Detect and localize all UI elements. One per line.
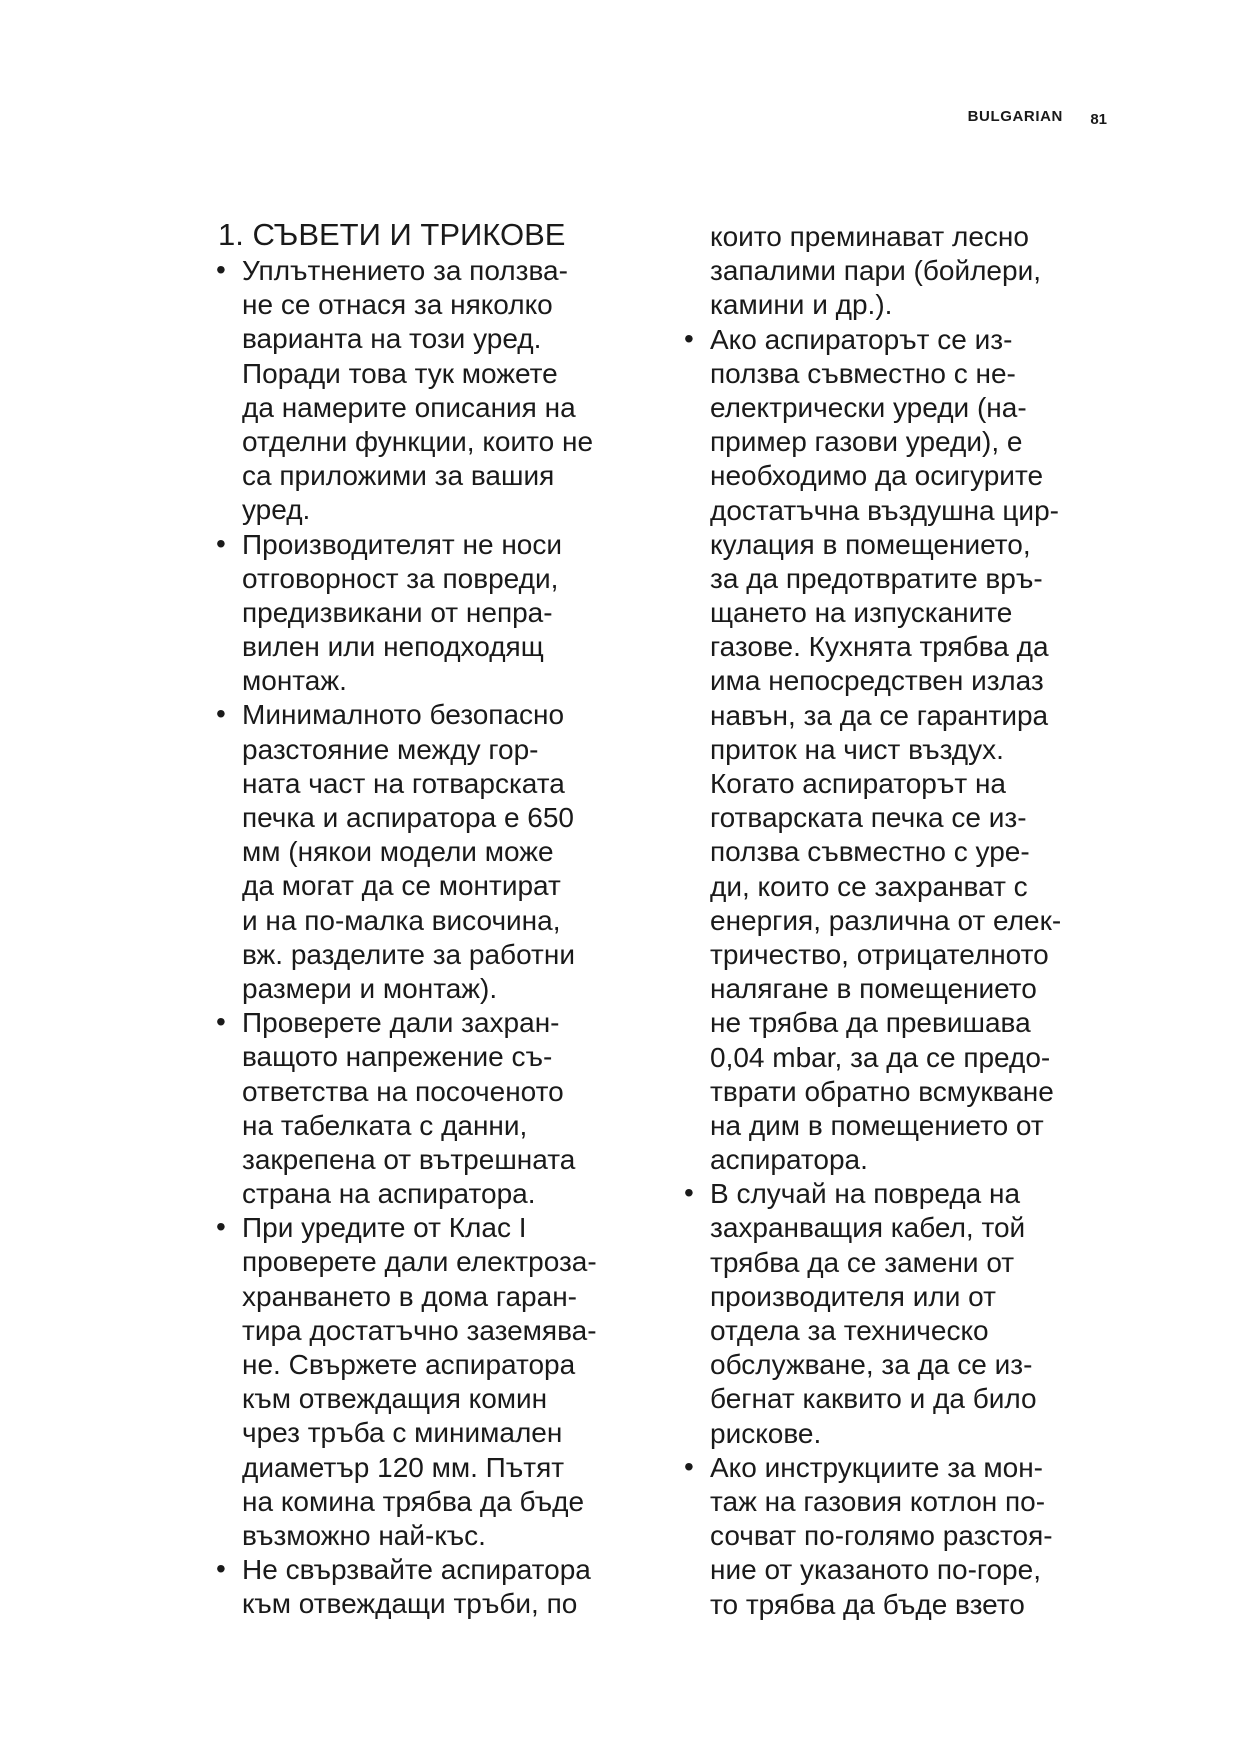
- right-bullet-item: [684, 1177, 1144, 1451]
- text-line: не се отнася за няколко: [242, 289, 553, 321]
- text-line: размери и монтаж).: [242, 972, 498, 1004]
- text-line: електрически уреди (на-: [710, 391, 1027, 423]
- text-line: ответства на посоченото: [242, 1075, 564, 1107]
- left-bullet-item: [216, 528, 676, 699]
- left-bullet-item: [216, 1553, 676, 1621]
- text-line: кулация в помещението,: [710, 528, 1031, 560]
- text-line: Уплътнението за ползва-: [242, 255, 568, 286]
- page-number: 81: [1090, 111, 1107, 128]
- text-line: не трябва да превишава: [710, 1007, 1031, 1039]
- right-bullet-item: [684, 323, 1144, 1178]
- text-line: вж. разделите за работни: [242, 938, 575, 970]
- text-line: ната част на готварската: [242, 767, 565, 799]
- section-title: 1. СЪВЕТИ И ТРИКОВЕ: [218, 217, 566, 252]
- text-line: Производителят не носи: [242, 528, 562, 560]
- text-line: да намерите описания на: [242, 391, 576, 423]
- text-line: диаметър 120 мм. Пътят: [242, 1451, 565, 1483]
- text-line: не. Свържете аспиратора: [242, 1349, 576, 1380]
- text-line: които преминават лесно: [710, 221, 1029, 252]
- bullet-marker: •: [684, 322, 694, 354]
- left-bullet-item: [216, 1211, 676, 1553]
- text-line: Поради това тук можете: [242, 357, 558, 389]
- text-line: разстояние между гор-: [242, 733, 539, 765]
- text-line: Ако инструкциите за мон-: [710, 1451, 1044, 1483]
- text-line: към отвеждащия комин: [242, 1383, 548, 1415]
- text-line: то трябва да бъде взето: [710, 1588, 1025, 1620]
- text-line: уред.: [242, 494, 311, 526]
- text-line: тира достатъчно заземява-: [242, 1314, 597, 1346]
- right-column: [684, 220, 1144, 1622]
- text-line: захранващия кабел, той: [710, 1212, 1026, 1244]
- left-column: [216, 218, 676, 1622]
- text-line: отдела за техническо: [710, 1315, 989, 1346]
- text-line: ди, които се захранват с: [710, 870, 1028, 902]
- text-line: мм (някои модели може: [242, 836, 554, 868]
- bullet-marker: •: [216, 527, 226, 559]
- text-line: бегнат каквито и да било: [710, 1383, 1037, 1415]
- text-line: на комина трябва да бъде: [242, 1485, 585, 1517]
- text-line: камини и др.).: [710, 289, 893, 321]
- bullet-marker: •: [216, 1553, 226, 1585]
- text-line: навън, за да се гарантира: [710, 699, 1049, 731]
- text-line: пример газови уреди), е: [710, 426, 1023, 458]
- bullet-marker: •: [684, 1177, 694, 1209]
- text-line: аспиратора.: [710, 1144, 868, 1176]
- text-line: енергия, различна от елек-: [710, 904, 1062, 936]
- text-line: запалими пари (бойлери,: [710, 255, 1041, 287]
- text-line: и на по-малка височина,: [242, 904, 561, 936]
- text-line: към отвеждащи тръби, по: [242, 1588, 578, 1620]
- text-line: ползва съвместно с уре-: [710, 836, 1030, 868]
- text-line: налягане в помещението: [710, 973, 1037, 1005]
- text-line: отделни функции, които не: [242, 425, 594, 457]
- text-line: чрез тръба с минимален: [242, 1417, 563, 1449]
- text-line: При уредите от Клас I: [242, 1212, 527, 1244]
- left-bullet-item: [216, 254, 676, 528]
- text-line: вилен или неподходящ: [242, 631, 544, 663]
- text-line: ползва съвместно с не-: [710, 357, 1016, 389]
- text-line: приток на чист въздух.: [710, 733, 1004, 765]
- text-line: тричество, отрицателното: [710, 938, 1049, 970]
- text-line: са приложими за вашия: [242, 460, 555, 492]
- text-line: за да предотвратите връ-: [710, 562, 1043, 594]
- text-line: Не свързвайте аспиратора: [242, 1554, 591, 1586]
- text-line: предизвикани от непра-: [242, 596, 553, 628]
- text-line: на табелката с данни,: [242, 1109, 528, 1141]
- text-line: таж на газовия котлон по-: [710, 1485, 1046, 1517]
- text-line: газове. Кухнята трябва да: [710, 631, 1049, 663]
- text-line: тврати обратно всмукване: [710, 1075, 1054, 1107]
- text-line: проверете дали електроза-: [242, 1246, 597, 1278]
- bullet-marker: •: [216, 1211, 226, 1243]
- text-line: сочват по-голямо разстоя-: [710, 1520, 1053, 1552]
- text-line: В случай на повреда на: [710, 1178, 1021, 1210]
- text-line: готварската печка се из-: [710, 802, 1027, 834]
- right-item-list: [684, 220, 1144, 1622]
- text-line: има непосредствен излаз: [710, 665, 1044, 697]
- text-line: Когато аспираторът на: [710, 768, 1006, 799]
- text-line: монтаж.: [242, 665, 347, 697]
- text-line: 0,04 mbar, за да се предо-: [710, 1041, 1051, 1073]
- text-line: необходимо да осигурите: [710, 460, 1044, 492]
- text-line: закрепена от вътрешната: [242, 1143, 576, 1175]
- text-line: ващото напрежение съ-: [242, 1041, 553, 1073]
- text-line: Минималното безопасно: [242, 699, 565, 731]
- text-line: обслужване, за да се из-: [710, 1349, 1033, 1381]
- left-bullet-item: [216, 1006, 676, 1211]
- right-bullet-item: [684, 1451, 1144, 1622]
- text-line: трябва да се замени от: [710, 1246, 1015, 1278]
- text-line: щането на изпусканите: [710, 597, 1013, 629]
- text-line: страна на аспиратора.: [242, 1178, 536, 1210]
- text-line: Ако аспираторът се из-: [710, 323, 1013, 355]
- bullet-marker: •: [216, 698, 226, 730]
- text-line: да могат да се монтират: [242, 870, 561, 902]
- text-line: ние от указаното по-горе,: [710, 1554, 1041, 1586]
- left-bullet-item: [216, 698, 676, 1006]
- text-line: възможно най-къс.: [242, 1519, 486, 1551]
- text-line: Проверете дали захран-: [242, 1007, 560, 1039]
- text-line: производителя или от: [710, 1280, 996, 1312]
- left-item-list: [216, 254, 676, 1622]
- page-header: [0, 108, 1241, 138]
- text-line: отговорност за повреди,: [242, 562, 559, 594]
- header-language: BULGARIAN: [967, 108, 1063, 125]
- text-line: печка и аспиратора е 650: [242, 802, 575, 833]
- bullet-marker: •: [216, 254, 226, 285]
- text-line: варианта на този уред.: [242, 323, 542, 355]
- text-line: рискове.: [710, 1417, 822, 1449]
- bullet-marker: •: [216, 1006, 226, 1038]
- text-line: достатъчна въздушна цир-: [710, 494, 1059, 526]
- bullet-marker: •: [684, 1450, 694, 1482]
- text-line: на дим в помещението от: [710, 1109, 1044, 1141]
- right-bullet-item: [684, 220, 1144, 323]
- text-line: хранването в дома гаран-: [242, 1280, 577, 1312]
